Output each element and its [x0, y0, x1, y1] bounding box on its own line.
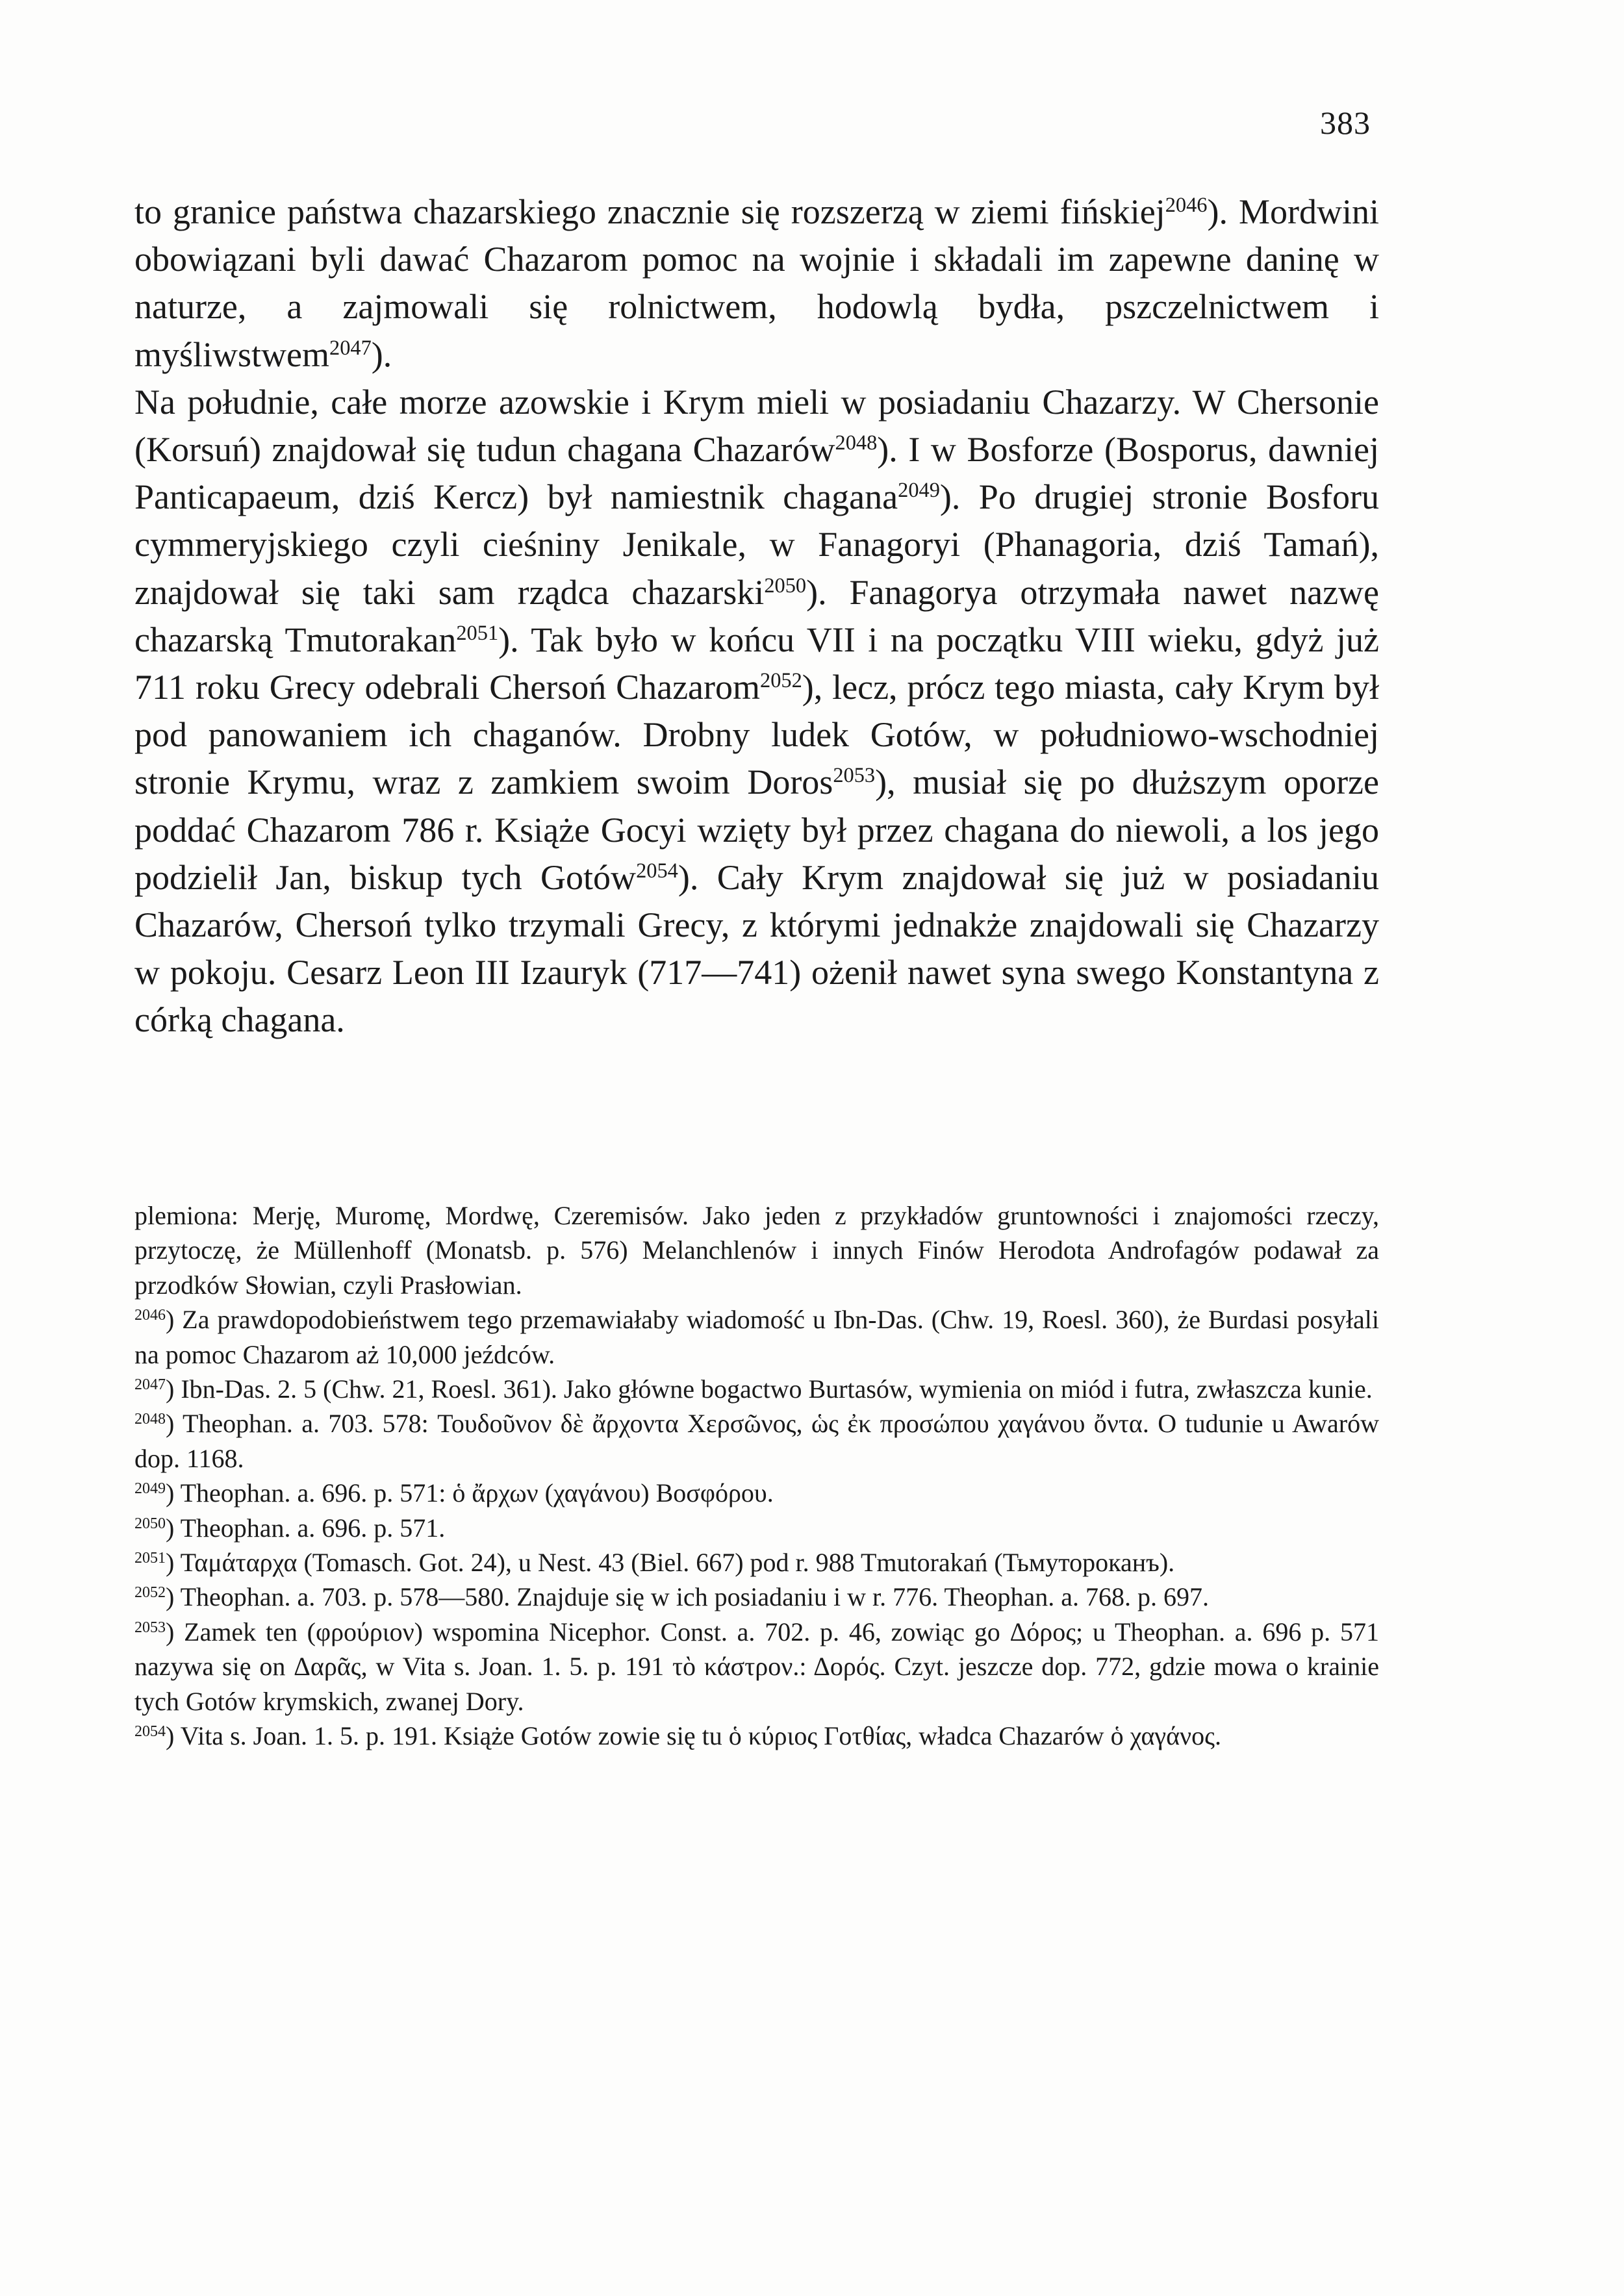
- footnote: [134, 1580, 1379, 1614]
- footnote: [134, 1719, 1379, 1753]
- text-run: ) Za prawdopodobieństwem tego przemawiałaby wiadomość u Ibn-Das. (Chw. 19, Roesl. 360), że Burdasi posyłali na pomoc Chazarom aż 10,000 jeźdców.: [134, 1305, 1379, 1369]
- text-run: ). Mordwini obowiązani byli dawać Chazarom pomoc na wojnie i składali im zapewne daninę w naturze, a zajmowali się rolnictwem, hodowlą bydła, pszczelnictwem i myśliwstwem: [134, 192, 1379, 374]
- text-run: ) Theophan. a. 696. p. 571: ὁ ἄρχων (χαγάνου) Βοσφόρου.: [166, 1478, 774, 1508]
- footnotes: [134, 1198, 1379, 1754]
- text-run: ) Theophan. a. 696. p. 571.: [166, 1513, 446, 1543]
- footnote-ref: 2054: [134, 1722, 166, 1740]
- text-run: ) Theophan. a. 703. p. 578—580. Znajduje się w ich posiadaniu i w r. 776. Theophan. a. 768. p. 697.: [166, 1582, 1210, 1612]
- footnote-ref: 2047: [134, 1376, 166, 1393]
- footnote-ref: 2046: [134, 1307, 166, 1324]
- page-number: 383: [1320, 105, 1371, 141]
- text-run: ). Cały Krym znajdował się już w posiadaniu Chazarów, Chersoń tylko trzymali Grecy, z którymi jednakże znajdowali się Chazarzy w pokoju. Cesarz Leon III Izauryk (717—741) ożenił nawet syna swego Konstantyna z córką chagana.: [134, 857, 1379, 1040]
- text-run: ) Ταμάταρχα (Tomasch. Got. 24), u Nest. 43 (Biel. 667) pod r. 988 Tmutorakań (Тьмутороканъ).: [166, 1548, 1175, 1578]
- footnote-ref: 2050: [764, 574, 807, 598]
- text-run: plemiona: Merję, Muromę, Mordwę, Czeremisów. Jako jeden z przykładów gruntowności i znajomości rzeczy, przytoczę, że Müllenhoff (Monatsb. p. 576) Melanchlenów i innych Finów Herodota Androfagów podawał za przodków Słowian, czyli Prasłowian.: [134, 1201, 1379, 1300]
- footnote-ref: 2054: [636, 859, 678, 883]
- footnote-ref: 2047: [329, 336, 372, 360]
- footnote: [134, 1615, 1379, 1719]
- text-run: ). Po drugiej stronie Bosforu cymmeryjskiego czyli cieśniny Jenikale, w Fanagoryi (Phanagoria, dziś Tamań), znajdował się taki sam rządca chazarski: [134, 477, 1379, 612]
- footnote-ref: 2051: [456, 622, 499, 646]
- text-run: to granice państwa chazarskiego znacznie się rozszerzą w ziemi fińskiej: [134, 192, 1165, 231]
- footnote-ref: 2052: [134, 1584, 166, 1602]
- body-paragraph: [134, 188, 1379, 379]
- footnote: [134, 1545, 1379, 1580]
- footnote-ref: 2053: [833, 764, 876, 788]
- footnote: [134, 1198, 1379, 1302]
- footnote-ref: 2048: [835, 431, 878, 455]
- text-run: ).: [371, 334, 392, 374]
- footnote-ref: 2053: [134, 1619, 166, 1636]
- footnote: [134, 1511, 1379, 1545]
- footnote-ref: 2049: [898, 479, 940, 503]
- body-paragraph: [134, 379, 1379, 1044]
- footnote: [134, 1302, 1379, 1372]
- footnote-ref: 2049: [134, 1480, 166, 1498]
- footnote: [134, 1372, 1379, 1406]
- footnote-ref: 2051: [134, 1549, 166, 1567]
- footnote-ref: 2050: [134, 1515, 166, 1532]
- text-run: ), lecz, prócz tego miasta, cały Krym był pod panowaniem ich chaganów. Drobny ludek Gotów, w południowo-wschodniej stronie Krymu, wraz z zamkiem swoim Doros: [134, 668, 1379, 802]
- footnote: [134, 1406, 1379, 1476]
- text-run: ) Ibn-Das. 2. 5 (Chw. 21, Roesl. 361). Jako główne bogactwo Burtasów, wymienia on miód i futra, zwłaszcza kunie.: [166, 1374, 1373, 1404]
- text-run: Na południe, całe morze azowskie i Krym mieli w posiadaniu Chazarzy. W Chersonie (Korsuń) znajdował się tudun chagana Chazarów: [134, 382, 1379, 470]
- text-run: ), musiał się po dłuższym oporze poddać Chazarom 786 r. Książe Gocyi wzięty był przez chagana do niewoli, a los jego podzielił Jan, biskup tych Gotów: [134, 763, 1379, 897]
- text-run: ) Zamek ten (φρούριον) wspomina Nicephor. Const. a. 702. p. 46, zowiąc go Δόρος; u Theophan. a. 696 p. 571 nazywa się on Δαρᾶς, w Vita s. Joan. 1. 5. p. 191 τὸ κάστρον.: Δορός. Czyt. jeszcze dop. 772, gdzie mowa o krainie tych Gotów krymskich, zwanej Dory.: [134, 1617, 1379, 1716]
- text-run: ). I w Bosforze (Bosporus, dawniej Panticapaeum, dziś Kercz) był namiestnik chagana: [134, 430, 1379, 517]
- main-text: [134, 188, 1379, 1044]
- text-run: ) Theophan. a. 703. 578: Τουδοῦνον δὲ ἄρχοντα Χερσῶνος, ὡς ἐκ προσώπου χαγάνου ὄντα. O tudunie u Awarów dop. 1168.: [134, 1409, 1379, 1473]
- text-run: ). Tak było w końcu VII i na początku VIII wieku, gdyż już 711 roku Grecy odebrali Chersoń Chazarom: [134, 620, 1379, 707]
- footnote-ref: 2046: [1165, 194, 1208, 218]
- footnote: [134, 1476, 1379, 1510]
- text-run: ). Fanagorya otrzymała nawet nazwę chazarską Tmutorakan: [134, 572, 1380, 659]
- footnote-ref: 2052: [760, 669, 802, 693]
- text-run: ) Vita s. Joan. 1. 5. p. 191. Książe Gotów zowie się tu ὁ κύριος Γοτθίας, władca Chazarów ὁ χαγάνος.: [166, 1721, 1221, 1751]
- footnote-ref: 2048: [134, 1411, 166, 1428]
